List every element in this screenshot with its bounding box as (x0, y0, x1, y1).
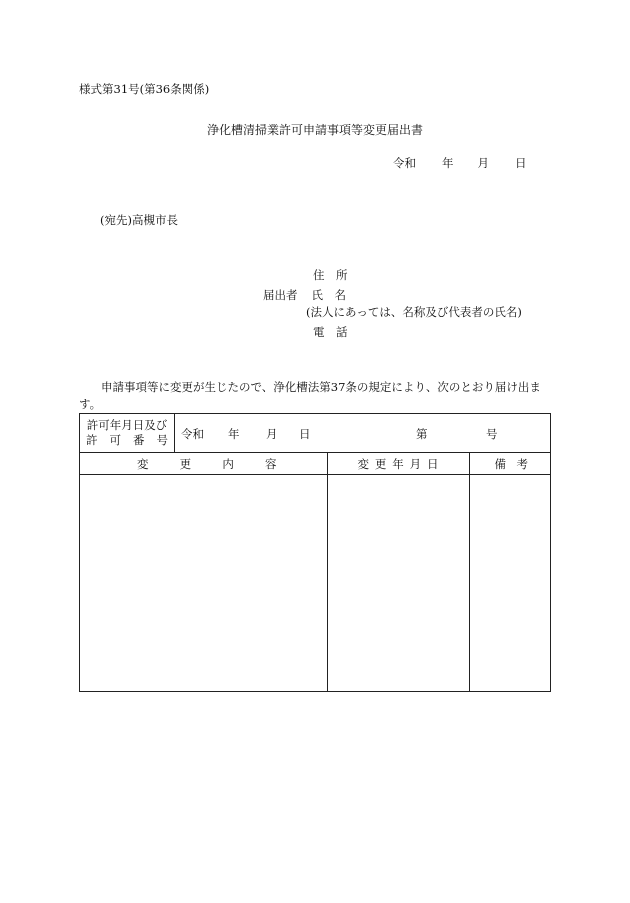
header-row (80, 453, 551, 475)
change-date-input[interactable] (327, 475, 469, 692)
permit-era: 令和 (181, 427, 204, 441)
header-remarks-cell (469, 453, 550, 475)
permit-label-line2: 許 可 番 号 (86, 433, 168, 447)
header-remarks: 備 考 (494, 456, 528, 471)
corporate-note: (法人にあっては、名称及び代表者の氏名) (306, 305, 522, 319)
remarks-input[interactable] (469, 475, 550, 692)
permit-row (80, 414, 551, 453)
entry-row (80, 475, 551, 692)
header-date: 変 更 年 月 日 (357, 456, 439, 471)
body-text: 申請事項等に変更が生じたので、浄化槽法第37条の規定により、次のとおり届け出ます。 (79, 380, 541, 411)
addressee: (宛先)高槻市長 (100, 213, 178, 227)
applicant-name-line (263, 287, 346, 303)
date-year: 年 (442, 156, 454, 170)
form-number: 様式第31号(第36条関係) (79, 82, 210, 96)
permit-value-cell[interactable] (175, 414, 551, 453)
permit-no-suffix: 号 (486, 427, 498, 441)
submission-date (393, 155, 527, 171)
date-month: 月 (477, 156, 489, 170)
permit-no-prefix: 第 (416, 427, 428, 441)
applicant-prefix: 届出者 (263, 288, 298, 302)
permit-month: 月 (266, 427, 278, 441)
document-title: 浄化槽清掃業許可申請事項等変更届出書 (206, 123, 423, 137)
permit-year: 年 (228, 427, 240, 441)
permit-label-cell (80, 414, 175, 453)
header-date-cell (327, 453, 469, 475)
date-day: 日 (515, 156, 527, 170)
header-content: 変 更 内 容 (137, 456, 277, 471)
date-era: 令和 (393, 156, 416, 170)
header-content-cell (80, 453, 328, 475)
change-table (79, 413, 551, 692)
change-content-input[interactable] (80, 475, 328, 692)
address-label: 住 所 (313, 268, 348, 282)
permit-label-line1: 許可年月日及び (86, 418, 168, 432)
phone-label: 電 話 (313, 325, 348, 339)
name-label: 氏 名 (311, 288, 346, 302)
permit-day: 日 (299, 427, 311, 441)
